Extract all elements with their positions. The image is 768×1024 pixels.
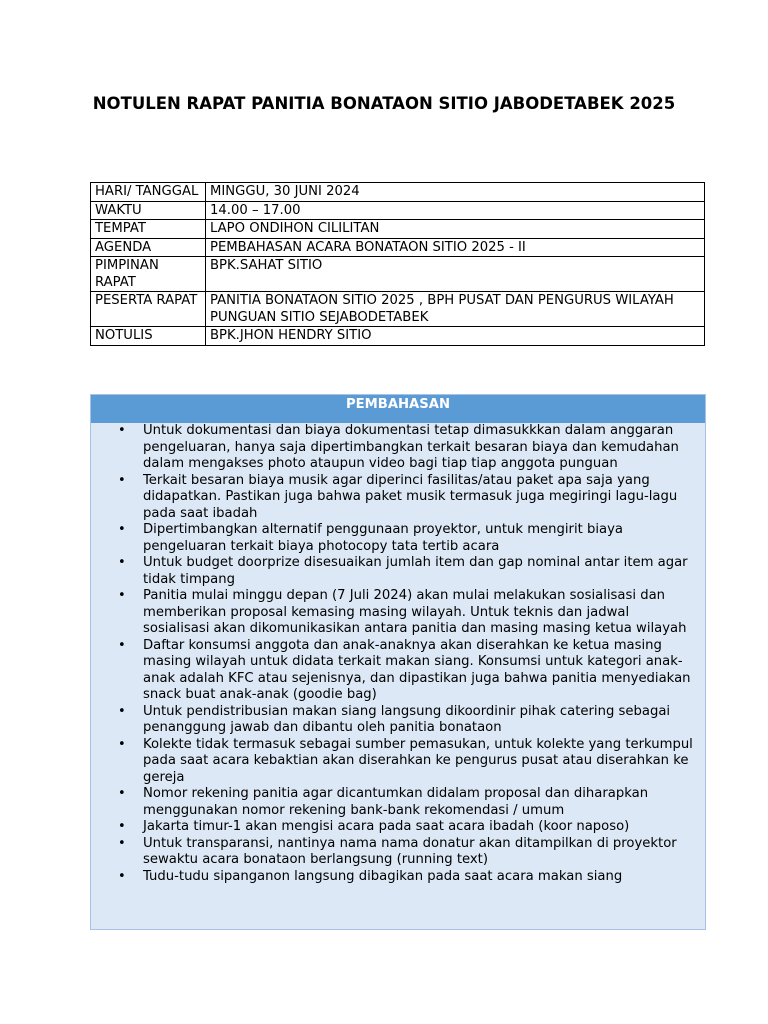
list-item-text: Jakarta timur-1 akan mengisi acara pada saat acara ibadah (koor naposo) (143, 819, 630, 834)
bullet-icon: • (118, 522, 126, 537)
list-item (91, 423, 705, 473)
bullet-icon: • (118, 555, 126, 570)
info-value: 14.00 – 17.00 (206, 201, 705, 220)
bullet-icon: • (118, 786, 126, 801)
info-row-time (91, 201, 705, 220)
bullet-icon: • (118, 472, 126, 488)
list-item-text: Dipertimbangkan alternatif penggunaan proyektor, untuk mengirit biaya pengeluaran terkait biaya photocopy tata tertib acara (143, 522, 624, 554)
meeting-info-table (90, 182, 705, 346)
info-value: BPK.JHON HENDRY SITIO (206, 327, 705, 346)
list-item (91, 704, 705, 737)
info-row-date (91, 183, 705, 202)
list-item-text: Daftar konsumsi anggota dan anak-anaknya akan diserahkan ke ketua masing masing wilayah untuk didata terkait makan siang. Konsumsi untuk kategori anak-anak adalah KFC atau sejenisnya, dan dipastikan juga bahwa panitia menyediakan snack buat anak-anak (goodie bag) (143, 637, 691, 702)
discussion-header: PEMBAHASAN (91, 395, 705, 423)
list-item (91, 638, 705, 704)
bullet-icon: • (118, 819, 126, 834)
list-item (91, 786, 705, 819)
info-row-agenda (91, 238, 705, 257)
bullet-icon: • (118, 588, 126, 603)
info-label: HARI/ TANGGAL (91, 183, 206, 202)
info-label: AGENDA (91, 238, 206, 257)
list-item (91, 555, 705, 588)
info-row-participants (91, 292, 705, 327)
list-item-text: Tudu-tudu sipanganon langsung dibagikan pada saat acara makan siang (143, 868, 623, 884)
list-item (91, 819, 705, 836)
info-value: BPK.SAHAT SITIO (206, 257, 705, 292)
list-item-text: Untuk budget doorprize disesuaikan jumlah item dan gap nominal antar item agar tidak timpang (143, 555, 688, 587)
discussion-list (91, 423, 705, 885)
list-item-text: Untuk transparansi, nantinya nama nama donatur akan ditampilkan di proyektor sewaktu acara bonataon berlangsung (running text) (143, 835, 677, 867)
bullet-icon: • (118, 835, 126, 851)
info-row-place (91, 220, 705, 239)
info-label: PESERTA RAPAT (91, 292, 206, 327)
list-item (91, 522, 705, 555)
list-item (91, 869, 705, 886)
list-item (91, 737, 705, 787)
info-value: LAPO ONDIHON CILILITAN (206, 220, 705, 239)
list-item-text: Untuk dokumentasi dan biaya dokumentasi tetap dimasukkkan dalam anggaran pengeluaran, hanya saja dipertimbangkan terkait besaran biaya dan kemudahan dalam mengakses photo ataupun video bagi tiap tiap anggota punguan (143, 423, 679, 471)
info-value: MINGGU, 30 JUNI 2024 (206, 183, 705, 202)
list-item-text: Untuk pendistribusian makan siang langsung dikoordinir pihak catering sebagai penanggung jawab dan dibantu oleh panitia bonataon (143, 703, 671, 735)
list-item (91, 836, 705, 869)
list-item-text: Kolekte tidak termasuk sebagai sumber pemasukan, untuk kolekte yang terkumpul pada saat acara kebaktian akan diserahkan ke pengurus pusat atau diserahkan ke gereja (143, 736, 693, 785)
info-value: PEMBAHASAN ACARA BONATAON SITIO 2025 - II (206, 238, 705, 257)
info-label: PIMPINAN RAPAT (91, 257, 206, 292)
info-row-minute-taker (91, 327, 705, 346)
info-value: PANITIA BONATAON SITIO 2025 , BPH PUSAT DAN PENGURUS WILAYAH PUNGUAN SITIO SEJABODETABEK (206, 292, 705, 327)
bullet-icon: • (118, 736, 126, 752)
list-item (91, 588, 705, 638)
document-title: NOTULEN RAPAT PANITIA BONATAON SITIO JABODETABEK 2025 (92, 94, 676, 113)
list-item-text: Terkait besaran biaya musik agar diperinci fasilitas/atau paket apa saja yang didapatkan. Pastikan juga bahwa paket musik termasuk juga megiringi lagu-lagu pada saat ibadah (143, 472, 678, 521)
info-row-chair (91, 257, 705, 292)
list-item (91, 473, 705, 523)
info-label: NOTULIS (91, 327, 206, 346)
list-item-text: Nomor rekening panitia agar dicantumkan didalam proposal dan diharapkan menggunakan nomor rekening bank-bank rekomendasi / umum (143, 786, 649, 818)
discussion-panel (90, 394, 706, 930)
info-label: WAKTU (91, 201, 206, 220)
bullet-icon: • (118, 868, 126, 884)
bullet-icon: • (118, 703, 126, 719)
list-item-text: Panitia mulai minggu depan (7 Juli 2024) akan mulai melakukan sosialisasi dan memberikan proposal kemasing masing wilayah. Untuk teknis dan jadwal sosialisasi akan dikomunikasikan antara panitia dan masing masing ketua wilayah (143, 588, 687, 636)
bullet-icon: • (118, 637, 126, 653)
bullet-icon: • (118, 423, 126, 438)
info-label: TEMPAT (91, 220, 206, 239)
